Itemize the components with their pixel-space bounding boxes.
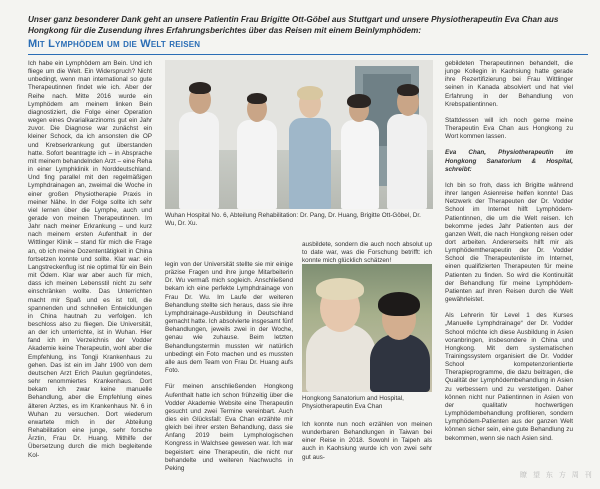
person-dr-huang [237, 120, 277, 209]
person-dr-huang-hair [247, 93, 267, 104]
person-brigitte [289, 118, 331, 209]
person-brigitte-hk-hair [316, 278, 364, 300]
person-dr-xu-hair [397, 84, 419, 96]
column-3-top-text: ausbildete, sondern die auch noch absolut up to date war, was die Forschung betrifft: ich konnte mich glücklich schätzen! [302, 241, 432, 265]
column-3-bottom-text: Ich konnte nun noch erzählen von meinen wunderbaren Behandlungen in Taiwan bei einer Reise in 2018. Sowohl in Taipeh als auch in Kaohsiung wurde ich von zwei sehr gut aus- [302, 421, 432, 461]
column-4 [445, 60, 573, 451]
person-brigitte-hk [306, 324, 376, 392]
hongkong-photo [302, 264, 432, 392]
column-4-paragraph-4: Als Lehrerin für Level 1 des Kurses „Manuelle Lymphdrainage“ der Dr. Vodder School möchte ich diese Ausbildung in Asien voranbringen, insbesondere in China und Hongkong. Mit dem systematischen Trainingssystem organisiert die Dr. Vodder School kompetenzorientierte Therapieprogramme, die dazu beitragen, die Qualität der Lymphödembehandlung in Asien zu verbessern und zu verstetigen. Daher können nicht nur Patientinnen in Asien von der qualitativ hochwertigen Lymphödembehandlung profitieren, sondern Lymphödem-Patienten aus der ganzen Welt können sicher sein, eine gute Behandlung zu bekommen, wenn sie nach Asien sind. [445, 312, 573, 442]
column-2-text: legin von der Universität stellte sie mir einige präzise Fragen und ihre junge Mitarbeiterin Dr. Wu vermaß mich sogleich. Anschließend bekam ich eine perfekte Lymphdrainage von Frau Dr. Wu. Im Laufe der weiteren Behandlung stellte sich heraus, dass sie ihre Lymphdrainage-Ausbildung in Deutschland gemacht hatte. Ich absolvierte insgesamt fünf Behandlungen, jeweils zwei in der Woche, genau wie zuhause. Beim letzten Behandlungstermin mussten wir natürlich unbedingt ein Foto machen und es mussten alle aus dem Team von Frau Dr. Huang aufs Foto. Für meinen anschließenden Hongkong Aufenthalt hatte ich schon frühzeitig über die Vodder Akademie Website eine Therapeutin gesucht und zwei Termine vereinbart. Auch dies ein Glücksfall: Eva Chan erzählte mir gleich bei ihrer ersten Behandlung, dass sie Anfang 2019 beim Lymphologischen Kongress in Walchsee gewesen war. Ich war begeistert: eine Therapeutin, die nicht nur behandelte und weiteren Nachwuchs in Peking [165, 261, 293, 472]
person-eva-chan-hair [378, 292, 420, 316]
person-dr-pang-hair [189, 82, 211, 94]
watermark-text: 瞭 望 东 方 周 刊 [520, 472, 594, 479]
person-brigitte-hair [297, 86, 323, 100]
person-dr-xu [387, 114, 427, 209]
column-2 [165, 261, 293, 473]
column-3-bottom [302, 421, 432, 462]
person-dr-pang [179, 112, 219, 209]
wuhan-team-photo [165, 60, 433, 209]
person-dr-wu-hair [347, 94, 371, 108]
column-4-paragraph-2: Stattdessen will ich noch gerne meine Therapeutin Eva Chan aus Hongkong zu Wort kommen lassen. [445, 116, 573, 141]
wuhan-photo-caption: Wuhan Hospital No. 6, Abteilung Rehabilitation: Dr. Pang, Dr. Huang, Brigitte Ott-Göbel, Dr. Wu, Dr. Xu. [165, 212, 421, 228]
column-3-top [302, 241, 432, 265]
intro-text: Unser ganz besonderer Dank geht an unsere Patientin Frau Brigitte Ott-Göbel aus Stuttgart und unsere Physiotherapeutin Eva Chan aus Hongkong für die Zusendung ihres Erfahrungsberichtes über das Reisen mit einem Beinlymphödem: [28, 15, 559, 35]
column-1-text: Ich habe ein Lymphödem am Bein. Und ich fliege um die Welt. Ein Widerspruch? Nicht unbedingt, wenn man international so gute Therapeutinnen findet wie ich. Aber der Reihe nach. Mitte 2016 wurde ein Lymphödem am meinem linken Bein diagnostiziert, die Folge einer Operation wegen eines Ovarialkarzinoms gut ein Jahr zuvor. Die Diagnose war zunächst ein kleiner Schock, da ich ansonsten die OP und Krebserkrankung gut überstanden hatte. Sofort beantragte ich – in Absprache mit meinem behandelnden Arzt – eine Reha in einer Lymphklinik in Norddeutschland. Und fing parallel mit den regelmäßigen Lymphdrainagen an, zweimal die Woche in einer großen Physiotherapie Praxis in meiner Nähe. In der Folge sollte ich sehr viel lernen über die Lymphe, auch und gerade von meinen Therapeutinnen. Im Jahr nach meiner Erkrankung – und kurz nach meinem ersten Aufenthalt in der Wittlinger Klinik – stand für mich die Frage an, ob ich meine Dozententätigkeit in China fortsetzen konnte und sollte. Klar war: ein Langstreckenflug ist nie optimal für ein Bein mit Ödem. Klar war aber auch für mich, dass ich meinen Lebensstil nicht zu sehr einschränken wollte. Das Unterrichten macht mir Spaß und es ist toll, die spannenden und schnellen Entwicklungen in China hautnah zu verfolgen. Ich beschloss also zu fliegen. Die Universität, an der ich unterrichte, ist in Wuhan. Hier fand ich im Verzeichnis der Vodder Akademie keine Therapeutin, wohl aber die Empfehlung, ins Tongji Krankenhaus zu gehen. Das ist ein im Jahr 1900 von dem deutschen Arzt Erich Paulun gegründetes, sehr renommiertes Krankenhaus. Dort bekam ich zwar keine manuelle Behandlung, aber die Empfehlung eines älteren Arztes, es im Krankenhaus Nr. 6 in Wuhan zu versuchen. Dort wiederum erwartete mich in der Abteilung Rehabilitation eine junge, sehr forsche Ärztin, Frau Dr. Huang. Mithilfe der Übersetzung durch die mich begleitende Kol- [28, 60, 152, 459]
hongkong-photo-caption: Hongkong Sanatorium and Hospital, Physiotherapeutin Eva Chan [302, 395, 404, 411]
column-4-paragraph-3: Ich bin so froh, dass ich Brigitte während ihrer langen Asienreise helfen konnte! Das Netzwerk der Therapeuten der Dr. Vodder School im Internet hilft Lymphödem-Patientinnen, die um die Welt reisen. Ich bekomme jedes Jahr Patienten aus der ganzen Welt, die nach Hongkong reisen oder dort arbeiten. Andererseits hilft mir als Lymphödemtherapeutin der Dr. Vodder School die Therapeutenliste im Internet, einen qualifizierten Therapeuten für meine Patienten zu finden. So wird die Kontinuität der Behandlung für meine Lymphödem-Patienten auf ihren Reisen durch die Welt gewährleistet. [445, 181, 573, 304]
column-1 [28, 60, 152, 460]
headline-rule [28, 54, 588, 55]
article-headline: Mit Lymphödem um die Welt reisen [28, 38, 201, 50]
person-dr-wu [341, 120, 379, 209]
column-4-paragraph-1: gebildeten Therapeutinnen behandelt, die junge Kollegin in Kaohsiung hatte gerade ihre Rezertifizierung bei Frau Wittlinger seinen in Kanada absolviert und hat viel Erfahrung in der Behandlung von Krebspatientinnen. [445, 60, 573, 108]
person-eva-chan [370, 334, 430, 392]
column-4-subheading: Eva Chan, Physiotherapeutin im Hongkong Sanatorium & Hospital, schreibt: [445, 149, 573, 173]
